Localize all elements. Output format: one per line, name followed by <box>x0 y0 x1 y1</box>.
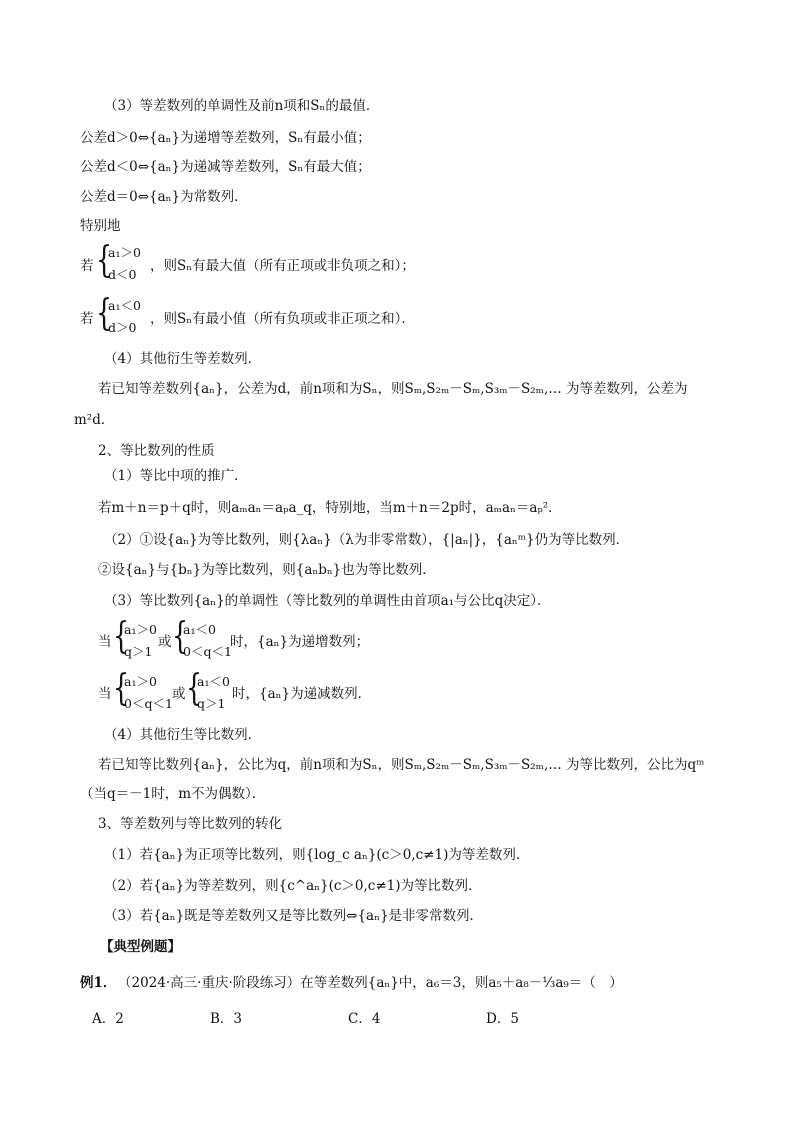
text-line: 公差d＞0⇔{aₙ}为递增等差数列，Sₙ有最小值； <box>80 130 371 146</box>
option-b[interactable]: B．3 <box>210 1011 243 1027</box>
option-a[interactable]: A．2 <box>92 1011 124 1027</box>
condition-bottom: q＞1 <box>124 644 153 659</box>
condition-bottom: 0＜q＜1 <box>183 644 232 659</box>
condition-top: a₁＜0 <box>197 674 230 689</box>
brace-icon: { <box>186 668 203 709</box>
text-line: 若已知等比数列{aₙ}，公比为q，前n项和为Sₙ，则Sₘ,S₂ₘ－Sₘ,S₃ₘ－S₂ₘ,… 为等比数列，公比为qᵐ <box>98 757 705 773</box>
text-line: （1）若{aₙ}为正项等比数列，则{log_c aₙ}(c＞0,c≠1)为等差数列． <box>104 847 530 863</box>
text-line: （3）等比数列{aₙ}的单调性（等比数列的单调性由首项a₁与公比q决定）． <box>104 593 551 609</box>
text-suffix: 时，{aₙ}为递减数列． <box>232 686 372 702</box>
text-line: （3）等差数列的单调性及前n项和Sₙ的最值． <box>104 98 380 114</box>
brace-icon: { <box>113 616 130 657</box>
text-prefix: 若 <box>80 258 94 274</box>
brace-icon: { <box>113 668 130 709</box>
text-line: m²d． <box>74 412 115 428</box>
text-prefix: 当 <box>98 634 112 650</box>
text-line: 公差d＝0⇔{aₙ}为常数列． <box>80 189 248 205</box>
text-line: ②设{aₙ}与{bₙ}为等比数列，则{aₙbₙ}也为等比数列． <box>98 562 436 578</box>
text-suffix: 时，{aₙ}为递增数列； <box>230 634 370 650</box>
option-c[interactable]: C．4 <box>348 1011 381 1027</box>
section-heading: 3、等差数列与等比数列的转化 <box>98 816 283 832</box>
condition-bottom: q＞1 <box>197 696 226 711</box>
condition-bottom: d＞0 <box>108 320 137 335</box>
condition-top: a₁＞0 <box>124 622 157 637</box>
brace-icon: { <box>96 240 113 281</box>
text-line: （4）其他衍生等比数列． <box>104 727 262 743</box>
text-line: （2）①设{aₙ}为等比数列，则{λaₙ}（λ为非零常数），{|aₙ|}，{aₙᵐ}仍为等比数列． <box>104 532 630 548</box>
example-label: 例1． <box>80 975 117 991</box>
text-line: 特别地 <box>80 218 121 234</box>
question-text: （2024·高三·重庆·阶段练习）在等差数列{aₙ}中，a₆＝3，则a₅＋a₈－⅓a₉＝（ ） <box>118 975 623 991</box>
brace-icon: { <box>96 293 113 334</box>
text-line: 若m＋n＝p＋q时，则aₘaₙ＝aₚa_q，特别地，当m＋n＝2p时，aₘaₙ＝aₚ²． <box>98 500 562 516</box>
condition-top: a₁＜0 <box>108 298 141 313</box>
text-line: （4）其他衍生等差数列． <box>104 351 262 367</box>
text-suffix: ，则Sₙ有最大值（所有正项或非负项之和）； <box>150 258 415 274</box>
text-prefix: 若 <box>80 311 94 327</box>
condition-top: a₁＞0 <box>108 245 141 260</box>
option-d[interactable]: D．5 <box>486 1011 519 1027</box>
text-line: （3）若{aₙ}既是等差数列又是等比数列⇔{aₙ}是非零常数列． <box>104 908 484 924</box>
text-line: （当q＝－1时，m不为偶数）． <box>80 786 266 802</box>
text-line: 若已知等差数列{aₙ}，公差为d，前n项和为Sₙ，则Sₘ,S₂ₘ－Sₘ,S₃ₘ－S₂ₘ,… 为等差数列，公差为 <box>98 381 688 397</box>
text-line: （2）若{aₙ}为等差数列，则{c^aₙ}(c＞0,c≠1)为等比数列． <box>104 878 482 894</box>
brace-icon: { <box>172 616 189 657</box>
text-or: 或 <box>172 686 186 702</box>
section-heading: 2、等比数列的性质 <box>98 443 215 459</box>
text-line: （1）等比中项的推广． <box>104 468 248 484</box>
section-heading: 【典型例题】 <box>100 939 181 955</box>
condition-bottom: 0＜q＜1 <box>124 696 173 711</box>
text-line: 公差d＜0⇔{aₙ}为递减等差数列，Sₙ有最大值； <box>80 159 371 175</box>
text-prefix: 当 <box>98 686 112 702</box>
text-suffix: ，则Sₙ有最小值（所有负项或非正项之和）． <box>150 311 415 327</box>
condition-bottom: d＜0 <box>108 267 137 282</box>
condition-top: a₁＞0 <box>124 674 157 689</box>
text-or: 或 <box>158 634 172 650</box>
condition-top: a₁＜0 <box>183 622 216 637</box>
